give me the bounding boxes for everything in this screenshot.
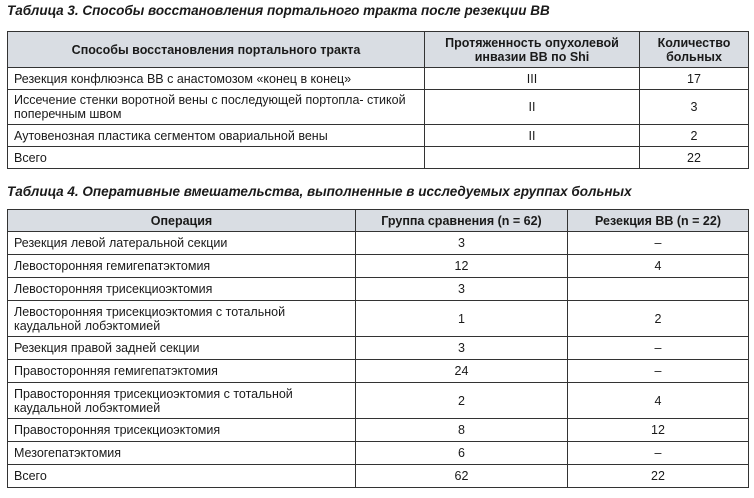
table-cell: 17 [640,68,749,90]
table-cell: II [425,125,640,147]
table-row [8,68,749,90]
table-cell: 3 [356,337,568,360]
table-cell: 3 [356,278,568,301]
table-3-portal-reconstruction [7,31,749,169]
table-4-caption: Таблица 4. Оперативные вмешательства, выполненные в исследуемых группах больных [7,184,632,199]
table-cell: 12 [356,255,568,278]
table-cell: Левосторонняя гемигепатэктомия [8,255,356,278]
table-cell: Всего [8,465,356,488]
column-header-invasion-extent: Протяженность опухолевой инвазии ВВ по Shi [425,32,640,68]
table-cell: Иссечение стенки воротной вены с последующей портопла- стикой поперечным швом [8,90,425,125]
table-cell: 3 [640,90,749,125]
table-row [8,255,749,278]
table-cell: Правосторонняя трисекциоэктомия [8,419,356,442]
table-cell: – [568,232,749,255]
table-header-row [8,32,749,68]
column-header-method: Способы восстановления портального тракта [8,32,425,68]
table-cell: Левосторонняя трисекциоэктомия [8,278,356,301]
table-cell: 2 [356,383,568,419]
table-row-total [8,465,749,488]
table-cell: 8 [356,419,568,442]
table-row [8,90,749,125]
table-cell: 12 [568,419,749,442]
table-cell [425,147,640,169]
table-cell: 24 [356,360,568,383]
table-row [8,383,749,419]
table-cell: 22 [640,147,749,169]
table-cell: Резекция правой задней секции [8,337,356,360]
table-cell: Правосторонняя трисекциоэктомия с тотальной каудальной лобэктомией [8,383,356,419]
table-cell: – [568,442,749,465]
table-cell [568,278,749,301]
table-3-caption: Таблица 3. Способы восстановления портального тракта после резекции ВВ [7,3,550,18]
table-row [8,278,749,301]
table-cell: 2 [640,125,749,147]
table-cell: II [425,90,640,125]
table-cell: III [425,68,640,90]
table-cell: – [568,360,749,383]
table-4-surgical-interventions [7,209,749,488]
table-cell: Всего [8,147,425,169]
table-row [8,125,749,147]
column-header-vein-resection-group: Резекция ВВ (n = 22) [568,210,749,232]
column-header-patient-count: Количество больных [640,32,749,68]
table-cell: Мезогепатэктомия [8,442,356,465]
table-row [8,301,749,337]
table-header-row [8,210,749,232]
table-row-total [8,147,749,169]
table-cell: 4 [568,383,749,419]
table-cell: Левосторонняя трисекциоэктомия с тотальной каудальной лобэктомией [8,301,356,337]
table-row [8,419,749,442]
table-row [8,442,749,465]
table-cell: Правосторонняя гемигепатэктомия [8,360,356,383]
table-row [8,232,749,255]
table-row [8,360,749,383]
table-cell: – [568,337,749,360]
table-cell: 1 [356,301,568,337]
table-cell: Резекция конфлюэнса ВВ с анастомозом «конец в конец» [8,68,425,90]
table-cell: 2 [568,301,749,337]
table-cell: 3 [356,232,568,255]
table-cell: 6 [356,442,568,465]
column-header-comparison-group: Группа сравнения (n = 62) [356,210,568,232]
table-row [8,337,749,360]
column-header-operation: Операция [8,210,356,232]
table-cell: 4 [568,255,749,278]
table-cell: Резекция левой латеральной секции [8,232,356,255]
table-cell: 22 [568,465,749,488]
table-cell: Аутовенозная пластика сегментом овариальной вены [8,125,425,147]
table-cell: 62 [356,465,568,488]
